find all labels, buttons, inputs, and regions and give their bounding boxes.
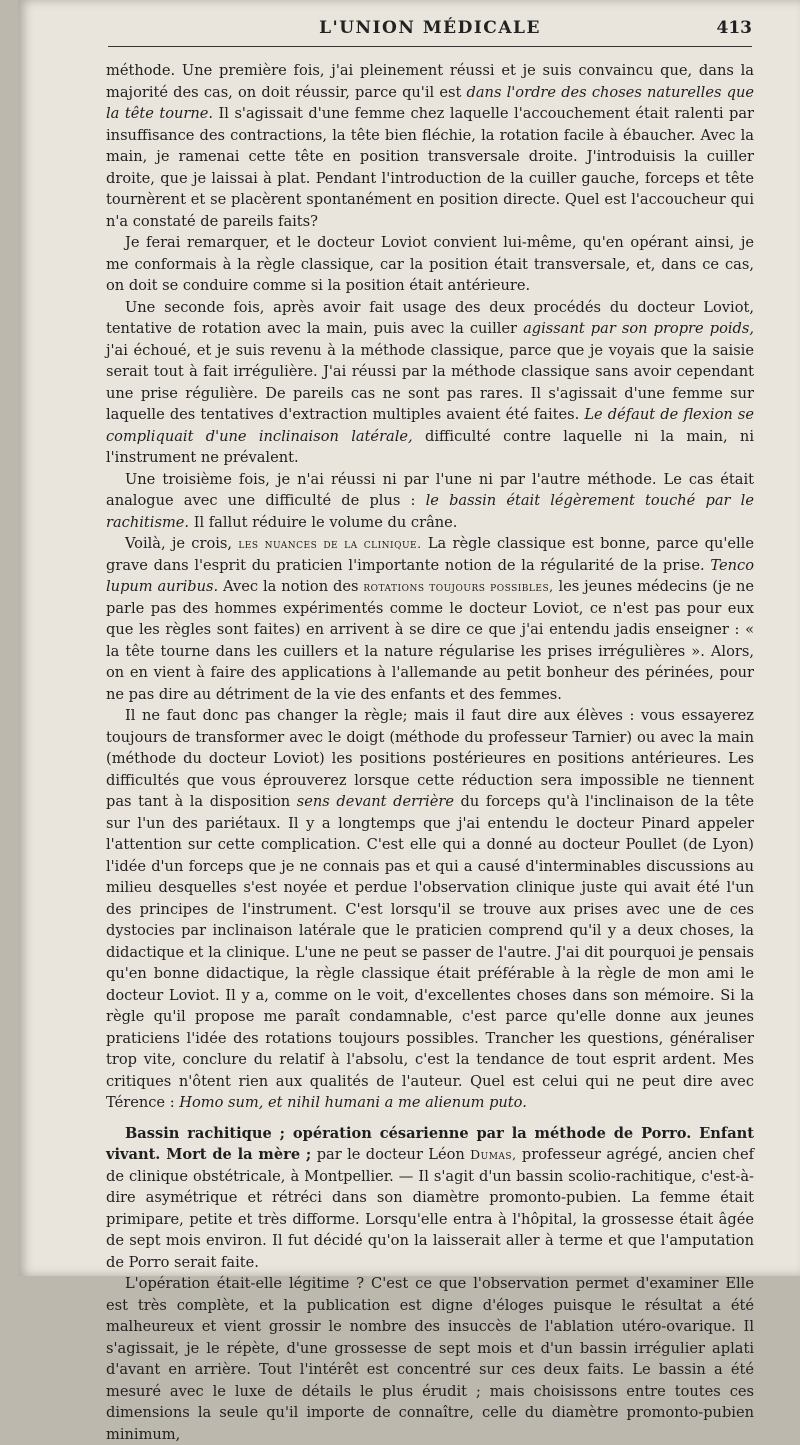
text-run: méthode. Une première fois, j'ai pleinement réussi et je suis convaincu que, dans la majorité des cas, on doit réussir, parce qu'il est <box>106 62 754 101</box>
text-run: j'ai échoué, et je suis revenu à la méthode classique, parce que je voyais que la saisie serait tout à fait irrégulière. J'ai réussi par la méthode classique sans avoir cependant une prise régulière. De pareils cas ne sont pas rares. Il s'agissait d'une femme sur laquelle des tentatives d'extraction multiples avaient été faites. <box>106 341 754 423</box>
paragraph-6 <box>106 705 754 1114</box>
article-body <box>106 60 754 1445</box>
text-run: par le docteur Léon <box>311 1146 471 1163</box>
paragraph-4 <box>106 469 754 534</box>
journal-page <box>18 0 800 1443</box>
running-title: L'UNION MÉDICALE <box>319 18 541 38</box>
text-run: les jeunes médecins (je ne parle pas des hommes expérimentés comme le docteur Loviot, ce n'est pas pour eux que les règles sont faites) en arrivent à se dire ce que j'ai entendu jadis enseigner : « la tête tourne dans les cuillers et la nature régularise les prises irrégulières ». Alors, on en vient à faire des applications à l'allemande au petit bonheur des périnées, pour ne pas dire au détriment de la vie des enfants et des femmes. <box>106 578 754 703</box>
paragraph-1 <box>106 60 754 232</box>
italic-run: le bassin était légèrement touché par le rachitisme. <box>106 492 754 531</box>
small-caps-run: les nuances de la clinique. <box>238 536 422 551</box>
italic-run: sens devant derrière <box>296 793 454 810</box>
text-run: La règle classique est bonne, parce qu'elle grave dans l'esprit du praticien l'importante notion de la régularité de la prise. <box>106 535 754 574</box>
text-run: difficulté contre laquelle ni la main, ni l'instrument ne prévalent. <box>106 427 754 466</box>
paragraph-7 <box>106 1123 754 1274</box>
text-run: Une troisième fois, je n'ai réussi ni par l'une ni par l'autre méthode. Le cas était analogue avec une difficulté de plus : <box>106 470 754 509</box>
small-caps-run: rotations toujours possibles, <box>363 579 554 594</box>
page-header <box>108 16 752 47</box>
text-run: Il fallut réduire le volume du crâne. <box>189 513 458 531</box>
text-run: Il s'agissait d'une femme chez laquelle l'accouchement était ralenti par insuffisance des contractions, la tête bien fléchie, la rotation facile à ébaucher. Avec la main, je ramenai cette tête en position transversale droite. J'introduisis la cuiller droite, que je laissai à plat. Pendant l'introduction de la cuiller gauche, forceps et tête tournèrent et se placèrent spontanément en position directe. Quel est l'accoucheur qui n'a constaté de pareils faits? <box>106 105 754 230</box>
text-run: professeur agrégé, ancien chef de clinique obstétricale, à Montpellier. — Il s'agit d'un bassin scolio-rachitique, c'est-à-dire asymétrique et rétréci dans son diamètre promonto-pubien. La femme était primipare, petite et très difforme. Lorsqu'elle entra à l'hôpital, la grossesse était âgée de sept mois environ. Il fut décidé qu'on la laisserait aller à terme et que l'amputation de Porro serait faite. <box>106 1146 754 1271</box>
author-name: Dumas, <box>470 1147 517 1162</box>
section-heading: Bassin rachitique ; opération césarienne par la méthode de Porro. Enfant vivant. Mort de la mère ; <box>106 1124 754 1163</box>
italic-run: Tenco lupum auribus. <box>106 556 754 595</box>
page-number: 413 <box>716 18 752 38</box>
italic-run: agissant par son propre poids, <box>523 320 754 337</box>
italic-run: Le défaut de flexion se compliquait d'une inclinaison latérale, <box>106 406 754 445</box>
italic-run: Homo sum, et nihil humani a me alienum puto. <box>179 1094 527 1111</box>
italic-run: dans l'ordre des choses naturelles que la tête tourne. <box>106 83 754 122</box>
text-run: Voilà, je crois, <box>124 535 239 552</box>
text-run: du forceps qu'à l'inclinaison de la tête sur l'un des pariétaux. Il y a longtemps que j'ai entendu le docteur Pinard appeler l'attention sur cette complication. C'est elle qui a donné au docteur Poullet (de Lyon) l'idée d'un forceps que je ne connais pas et qui a causé d'interminables discussions au milieu desquelles s'est noyée et perdue l'observation clinique juste qui avait été l'un des principes de l'instrument. C'est lorsqu'il se trouve aux prises avec une de ces dystocies par inclinaison latérale que le praticien comprend qu'il y a deux choses, la didactique et la clinique. L'une ne peut se passer de l'autre. J'ai dit pourquoi je pensais qu'en bonne didactique, la règle classique était préférable à la règle de mon ami le docteur Loviot. Il y a, comme on le voit, d'excellentes choses dans son mémoire. Si la règle qu'il propose me paraît condamnable, c'est parce qu'elle donne aux jeunes praticiens l'idée des rotations toujours possibles. Trancher les questions, généraliser trop vite, conclure du relatif à l'absolu, c'est la tendance de tout esprit ardent. Mes critiques n'ôtent rien aux qualités de l'auteur. Quel est celui qui ne peut dire avec Térence : <box>106 793 754 1111</box>
paragraph-3 <box>106 297 754 469</box>
paragraph-8: L'opération était-elle légitime ? C'est ce que l'observation permet d'examiner Elle est très complète, et la publication est digne d'éloges puisque le résultat a été malheureux et vient grossir le nombre des insuccès de l'ablation utéro-ovarique. Il s'agissait, je le répète, d'une grossesse de sept mois et d'un bassin irrégulier aplati d'avant en arrière. Tout l'intérêt est concentré sur ces deux faits. Le bassin a été mesuré avec le luxe de détails le plus érudit ; mais choisissons entre toutes ces dimensions la seule qu'il importe de connaître, celle du diamètre promonto-pubien minimum, <box>106 1275 754 1443</box>
paragraph-2: Je ferai remarquer, et le docteur Loviot convient lui-même, qu'en opérant ainsi, je me conformais à la règle classique, car la position était transversale, et, dans ce cas, on doit se conduire comme si la position était antérieure. <box>106 234 754 294</box>
paragraph-5 <box>106 533 754 705</box>
text-run: Avec la notion des <box>218 578 364 595</box>
text-run: Il ne faut donc pas changer la règle; mais il faut dire aux élèves : vous essayerez toujours de transformer avec le doigt (méthode du professeur Tarnier) ou avec la main (méthode du docteur Loviot) les positions postérieures en positions antérieures. Les difficultés que vous éprouverez lorsque cette réduction sera impossible ne tiennent pas tant à la disposition <box>106 707 754 810</box>
text-run: Une seconde fois, après avoir fait usage des deux procédés du docteur Loviot, tentative de rotation avec la main, puis avec la cuiller <box>106 298 754 337</box>
section-gap <box>106 1114 754 1123</box>
